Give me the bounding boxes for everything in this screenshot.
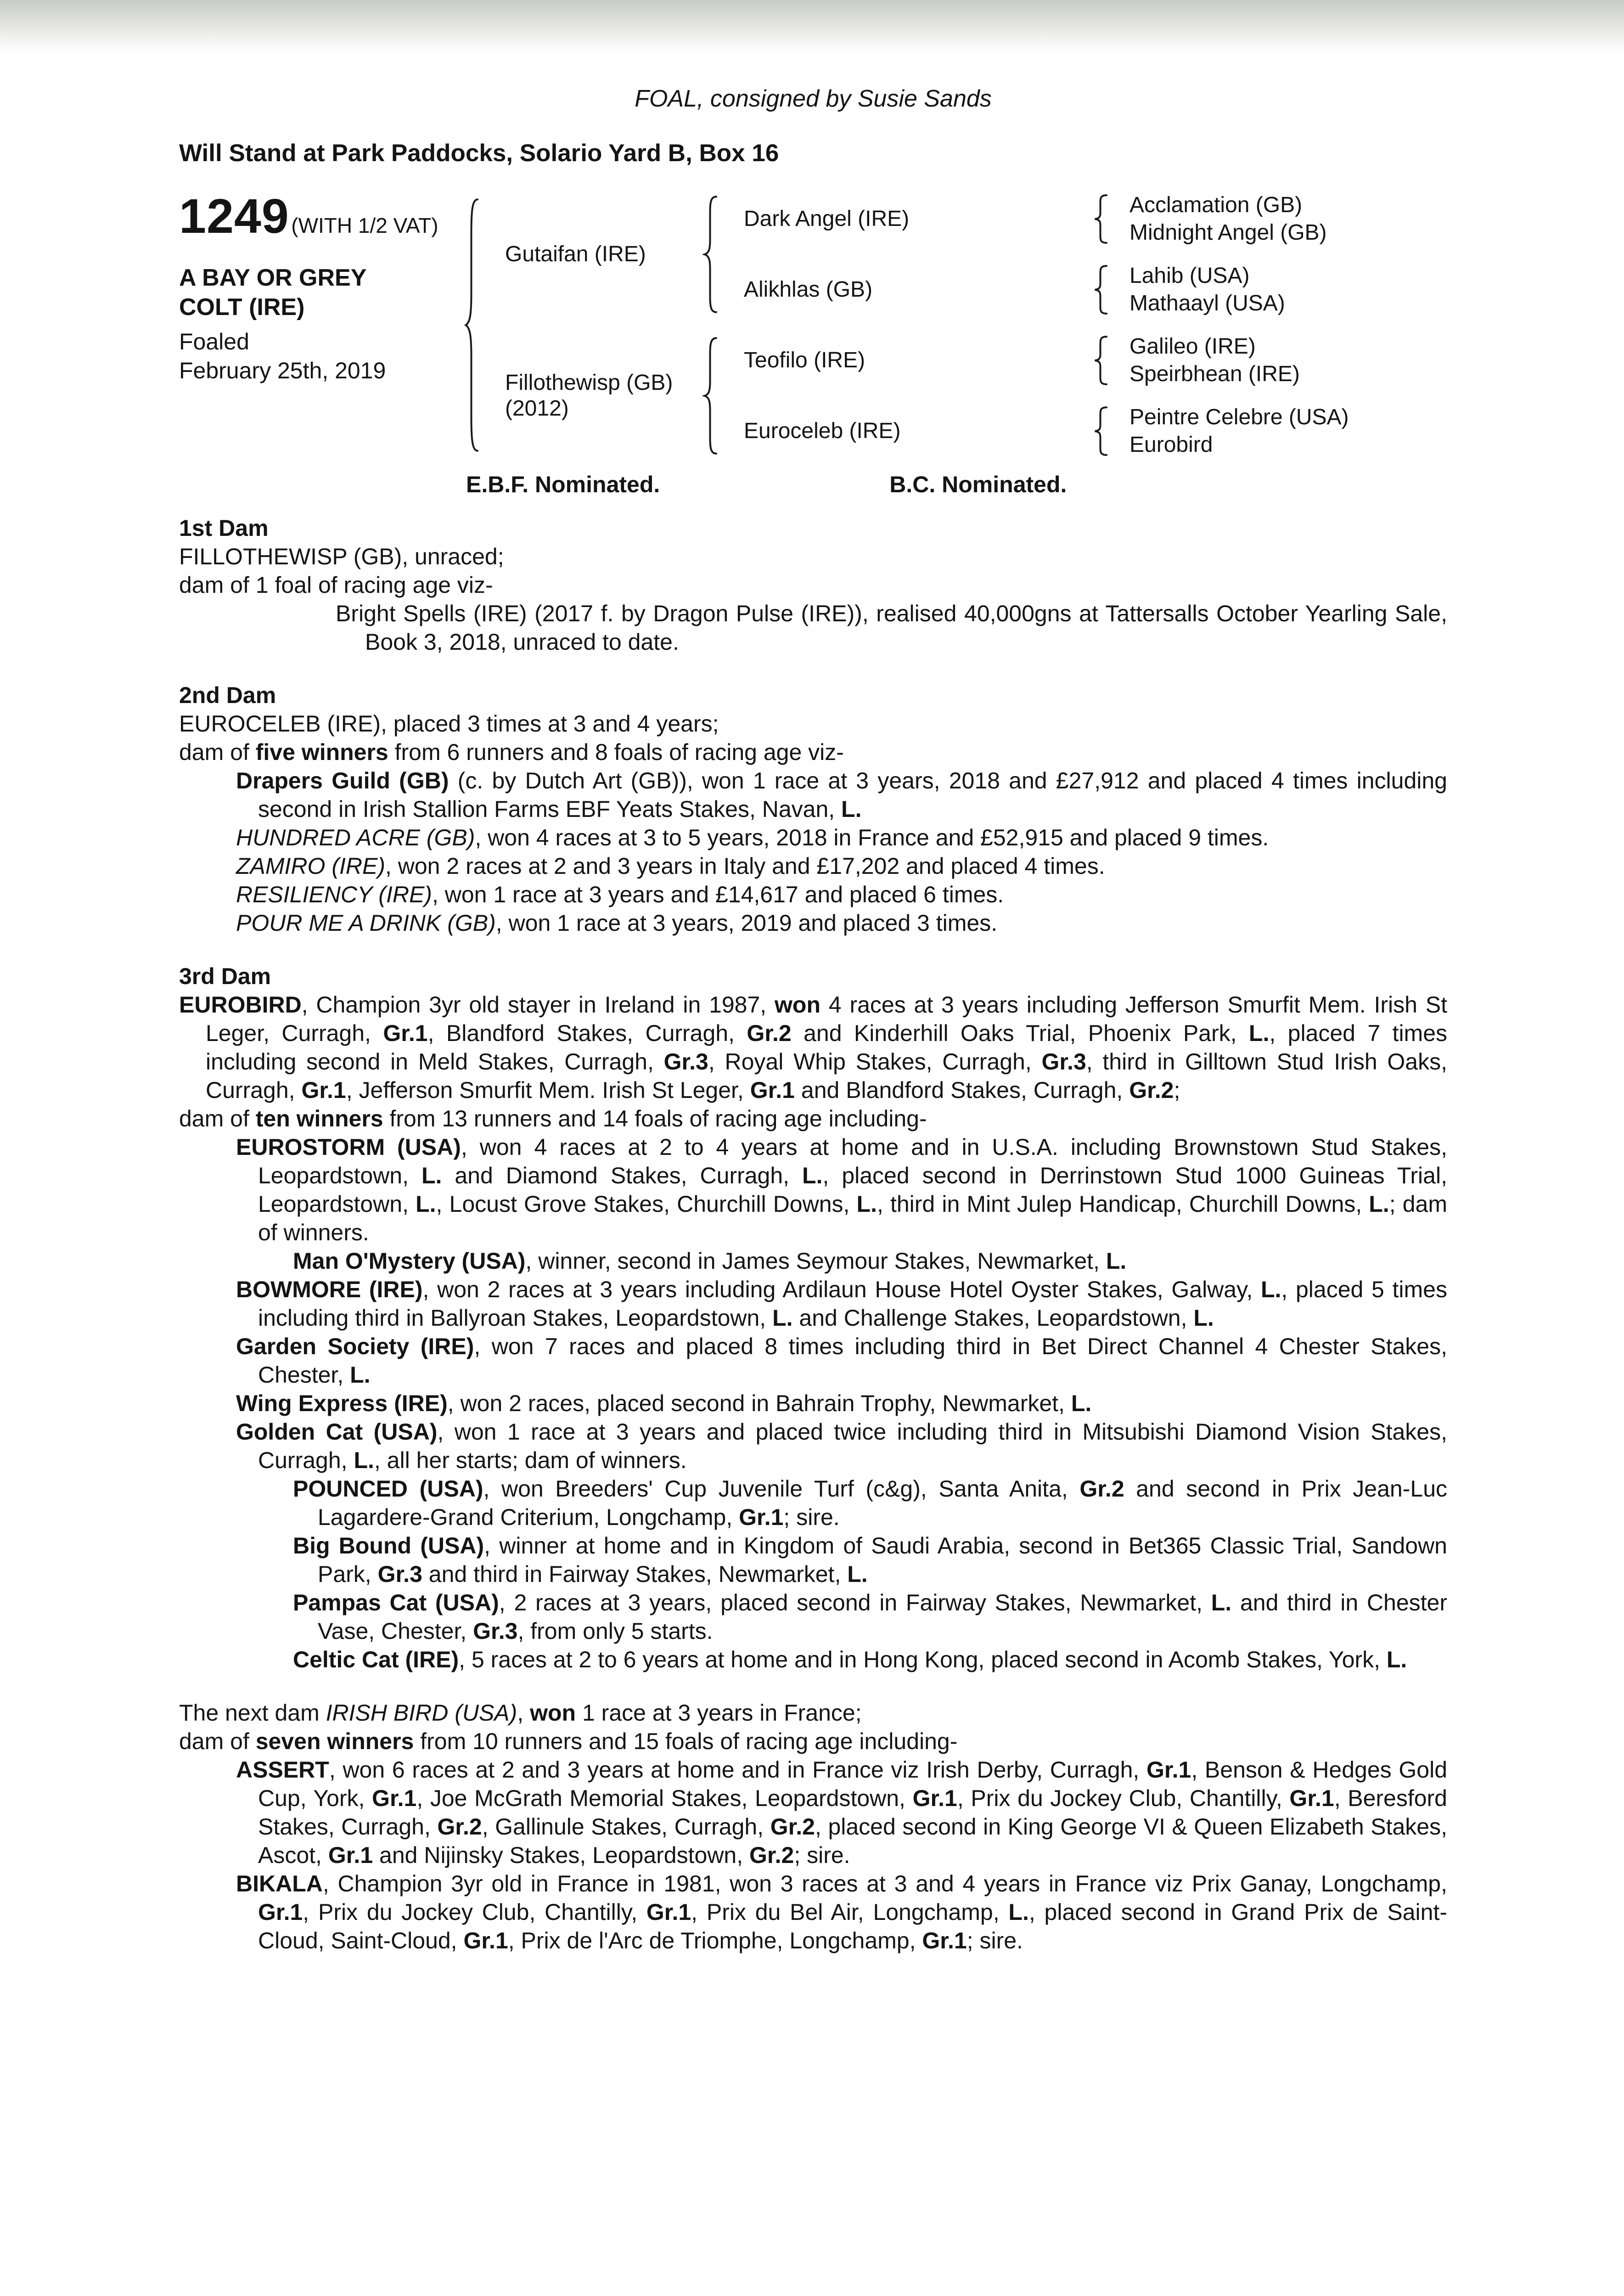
- pedigree-paragraph: HUNDRED ACRE (GB), won 4 races at 3 to 5 years, 2018 in France and £52,915 and placed 9 times.: [236, 825, 1269, 850]
- sire-dam-name: Alikhlas (GB): [744, 277, 873, 302]
- foaled-label: Foaled: [179, 329, 249, 355]
- lot-info: [179, 191, 464, 385]
- pedigree-paragraph: Golden Cat (USA), won 1 race at 3 years and placed twice including third in Mitsubishi Diamond Vision Stakes, Curragh, L., all her starts; dam of winners.: [236, 1419, 1447, 1473]
- pedigree-paragraph: POUR ME A DRINK (GB), won 1 race at 3 years, 2019 and placed 3 times.: [236, 910, 998, 936]
- dam-sire-sire-name: Galileo (IRE): [1129, 334, 1256, 359]
- pedigree-paragraph: Celtic Cat (IRE), 5 races at 2 to 6 years at home and in Hong Kong, placed second in Acomb Stakes, York, L.: [293, 1647, 1407, 1672]
- pedigree-paragraph: EUROCELEB (IRE), placed 3 times at 3 and 4 years;: [179, 711, 719, 737]
- nominations-row: [179, 471, 1447, 498]
- dam-section: [179, 962, 1447, 1674]
- lot-description: A BAY OR GREY COLT (IRE): [179, 264, 366, 321]
- section-heading: 1st Dam: [179, 515, 269, 541]
- sire-dam-sire-name: Lahib (USA): [1129, 264, 1250, 288]
- pedigree-paragraph: Bright Spells (IRE) (2017 f. by Dragon Pulse (IRE)), realised 40,000gns at Tattersalls October Yearling Sale, Book 3, 2018, unraced to date.: [336, 601, 1447, 655]
- curly-brace-icon: [1093, 404, 1129, 459]
- dam-dam-name: Euroceleb (IRE): [744, 419, 901, 443]
- curly-brace-icon: [1093, 262, 1129, 317]
- ebf-nominated-label: E.B.F. Nominated.: [466, 472, 660, 497]
- pedigree-paragraph: dam of ten winners from 13 runners and 14 foals of racing age including-: [179, 1106, 927, 1131]
- bc-nominated-label: B.C. Nominated.: [889, 472, 1067, 497]
- pedigree-paragraph: Pampas Cat (USA), 2 races at 3 years, placed second in Fairway Stakes, Newmarket, L. and third in Chester Vase, Chester, Gr.3, from only 5 starts.: [293, 1590, 1448, 1644]
- pedigree-paragraph: RESILIENCY (IRE), won 1 race at 3 years and £14,617 and placed 6 times.: [236, 882, 1004, 907]
- pedigree-paragraph: dam of seven winners from 10 runners and 15 foals of racing age including-: [179, 1728, 958, 1754]
- dam-dam-sire-name: Peintre Celebre (USA): [1129, 405, 1349, 429]
- sire-sire-name: Dark Angel (IRE): [744, 207, 910, 231]
- curly-brace-icon: [1093, 333, 1129, 388]
- pedigree-tree: [464, 191, 1447, 459]
- sire-name: Gutaifan (IRE): [505, 242, 646, 266]
- sire-sire-sire-name: Acclamation (GB): [1129, 193, 1303, 217]
- pedigree-paragraph: BIKALA, Champion 3yr old in France in 1981, won 3 races at 3 and 4 years in France viz Prix Ganay, Longchamp, Gr.1, Prix du Jockey Club, Chantilly, Gr.1, Prix du Bel Air, Longchamp, L., placed second in Grand Prix de Saint-Cloud, Saint-Cloud, Gr.1, Prix de l'Arc de Triomphe, Longchamp, Gr.1; sire.: [236, 1871, 1448, 1953]
- pedigree-paragraph: The next dam IRISH BIRD (USA), won 1 race at 3 years in France;: [179, 1700, 862, 1726]
- lot-number: 1249: [179, 189, 289, 243]
- pedigree-paragraph: dam of five winners from 6 runners and 8 foals of racing age viz-: [179, 739, 844, 765]
- catalogue-sections: [179, 514, 1447, 1955]
- pedigree-paragraph: POUNCED (USA), won Breeders' Cup Juvenile Turf (c&g), Santa Anita, Gr.2 and second in Prix Jean-Luc Lagardere-Grand Criterium, Longchamp, Gr.1; sire.: [293, 1476, 1447, 1530]
- dam-section: [179, 514, 1447, 656]
- lot-number-row: [179, 191, 450, 256]
- pedigree-paragraph: Big Bound (USA), winner at home and in Kingdom of Saudi Arabia, second in Bet365 Classic Trial, Sandown Park, Gr.3 and third in Fairway Stakes, Newmarket, L.: [293, 1533, 1447, 1587]
- dam-name: Fillothewisp (GB): [505, 371, 673, 395]
- section-heading: 3rd Dam: [179, 963, 271, 989]
- dam-sire-dam-name: Speirbhean (IRE): [1129, 362, 1300, 386]
- curly-brace-icon: [1093, 191, 1129, 247]
- dam-sire-name: Teofilo (IRE): [744, 348, 865, 372]
- foaled-date: February 25th, 2019: [179, 358, 386, 383]
- pedigree-paragraph: Man O'Mystery (USA), winner, second in James Seymour Stakes, Newmarket, L.: [293, 1248, 1127, 1274]
- stand-location-line: Will Stand at Park Paddocks, Solario Yard B, Box 16: [179, 140, 779, 167]
- dam-name-block: [505, 333, 702, 459]
- vat-note: (WITH 1/2 VAT): [291, 214, 438, 237]
- sire-dam-dam-name: Mathaayl (USA): [1129, 291, 1285, 315]
- pedigree-block: [179, 191, 1447, 459]
- section-heading: 2nd Dam: [179, 682, 276, 708]
- dam-section: [179, 681, 1447, 937]
- dam-dam-dam-name: Eurobird: [1129, 433, 1213, 457]
- foaled-block: [179, 327, 464, 385]
- pedigree-paragraph: BOWMORE (IRE), won 2 races at 3 years including Ardilaun House Hotel Oyster Stakes, Galway, L., placed 5 times including third in Ballyroan Stakes, Leopardstown, L. and Challenge Stakes, Leopardstown, L.: [236, 1277, 1447, 1331]
- pedigree-paragraph: ASSERT, won 6 races at 2 and 3 years at home and in France viz Irish Derby, Curragh, Gr.1, Benson & Hedges Gold Cup, York, Gr.1, Joe McGrath Memorial Stakes, Leopardstown, Gr.1, Prix du Jockey Club, Chantilly, Gr.1, Beresford Stakes, Curragh, Gr.2, Gallinule Stakes, Curragh, Gr.2, placed second in King George VI & Queen Elizabeth Stakes, Ascot, Gr.1 and Nijinsky Stakes, Leopardstown, Gr.2; sire.: [236, 1757, 1448, 1868]
- consignor-line: FOAL, consigned by Susie Sands: [635, 85, 992, 112]
- curly-brace-icon: [702, 333, 744, 459]
- pedigree-paragraph: Wing Express (IRE), won 2 races, placed second in Bahrain Trophy, Newmarket, L.: [236, 1390, 1092, 1416]
- pedigree-paragraph: dam of 1 foal of racing age viz-: [179, 572, 493, 598]
- pedigree-paragraph: FILLOTHEWISP (GB), unraced;: [179, 544, 504, 569]
- curly-brace-icon: [464, 191, 505, 459]
- pedigree-paragraph: Drapers Guild (GB) (c. by Dutch Art (GB)), won 1 race at 3 years, 2018 and £27,912 and placed 4 times including second in Irish Stallion Farms EBF Yeats Stakes, Navan, L.: [236, 768, 1447, 822]
- sire-sire-dam-name: Midnight Angel (GB): [1129, 220, 1327, 245]
- pedigree-paragraph: Garden Society (IRE), won 7 races and placed 8 times including third in Bet Direct Channel 4 Chester Stakes, Chester, L.: [236, 1334, 1448, 1388]
- dam-year: (2012): [505, 396, 569, 421]
- pedigree-paragraph: ZAMIRO (IRE), won 2 races at 2 and 3 years in Italy and £17,202 and placed 4 times.: [236, 853, 1105, 879]
- pedigree-paragraph: EUROSTORM (USA), won 4 races at 2 to 4 years at home and in U.S.A. including Brownstown Stud Stakes, Leopardstown, L. and Diamond Stakes, Curragh, L., placed second in Derrinstown Stud 1000 Guineas Trial, Leopardstown, L., Locust Grove Stakes, Churchill Downs, L., third in Mint Julep Handicap, Churchill Downs, L.; dam of winners.: [236, 1134, 1447, 1245]
- curly-brace-icon: [702, 191, 744, 317]
- pedigree-paragraph: EUROBIRD, Champion 3yr old stayer in Ireland in 1987, won 4 races at 3 years including Jefferson Smurfit Mem. Irish St Leger, Curragh, Gr.1, Blandford Stakes, Curragh, Gr.2 and Kinderhill Oaks Trial, Phoenix Park, L., placed 7 times including second in Meld Stakes, Curragh, Gr.3, Royal Whip Stakes, Curragh, Gr.3, third in Gilltown Stud Irish Oaks, Curragh, Gr.1, Jefferson Smurfit Mem. Irish St Leger, Gr.1 and Blandford Stakes, Curragh, Gr.2;: [179, 992, 1448, 1103]
- dam-section: [179, 1699, 1447, 1955]
